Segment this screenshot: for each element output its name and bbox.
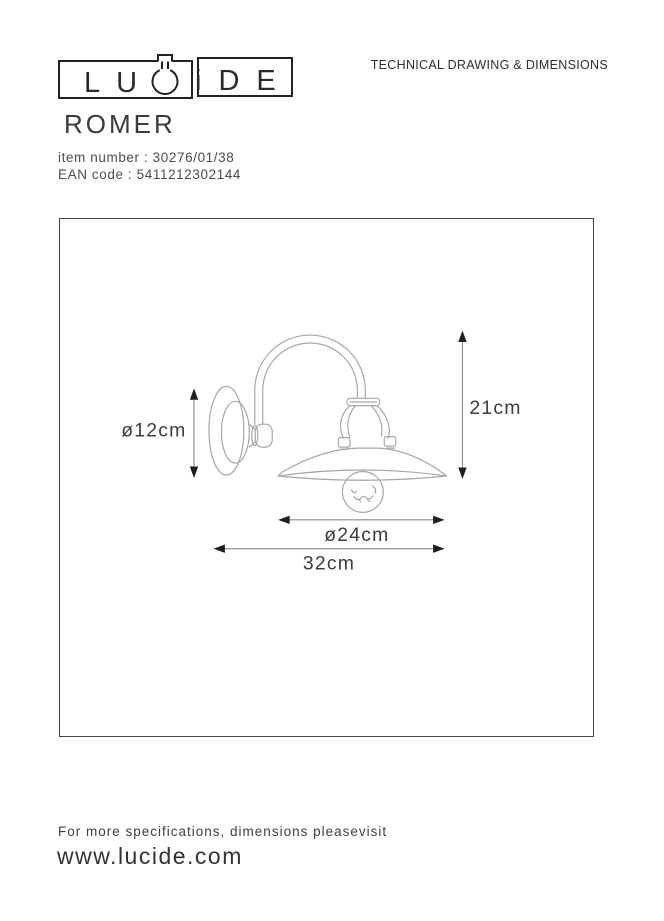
dim-label-plate-diameter: ø12cm: [121, 419, 187, 442]
arrow-right-icon: [433, 545, 444, 553]
arrow-down-icon: [190, 467, 198, 478]
arrow-up-icon: [190, 388, 198, 399]
dim-height: [458, 331, 521, 479]
footer-note: For more specifications, dimensions pleasevisit: [58, 824, 388, 839]
logo-text-right: iDE: [195, 65, 293, 97]
doc-title: TECHNICAL DRAWING & DIMENSIONS: [370, 58, 608, 72]
dim-label-overall-depth: 32cm: [302, 552, 356, 575]
website-url: www.lucide.com: [57, 843, 243, 869]
dim-overall-depth: [213, 545, 444, 575]
lucide-logo: [55, 48, 305, 110]
logo-pendant-stem-icon: [158, 55, 172, 69]
bulb: [342, 472, 383, 513]
lamp-drawing: [60, 219, 593, 736]
arrow-up-icon: [458, 331, 466, 342]
dim-plate-diameter: [121, 388, 198, 478]
product-meta: [58, 149, 241, 183]
ean-code: EAN code : 5411212302144: [58, 167, 242, 182]
arrow-left-icon: [278, 516, 289, 524]
shade: [278, 448, 446, 480]
arrow-down-icon: [458, 468, 466, 479]
gooseneck-arm: [255, 335, 366, 424]
product-name: ROMER: [64, 109, 176, 139]
dim-label-shade-diameter: ø24cm: [324, 523, 390, 546]
yoke-bracket: [338, 398, 395, 449]
dim-shade-diameter: [278, 516, 444, 546]
arrow-left-icon: [213, 545, 224, 553]
item-number: item number : 30276/01/38: [58, 150, 235, 165]
logo-letter-c-icon: [152, 70, 177, 94]
dim-label-height: 21cm: [469, 397, 522, 420]
technical-drawing-box: [59, 218, 594, 737]
wall-plate: [209, 386, 258, 475]
arrow-right-icon: [433, 516, 444, 524]
logo-text-left: LU: [84, 67, 154, 99]
